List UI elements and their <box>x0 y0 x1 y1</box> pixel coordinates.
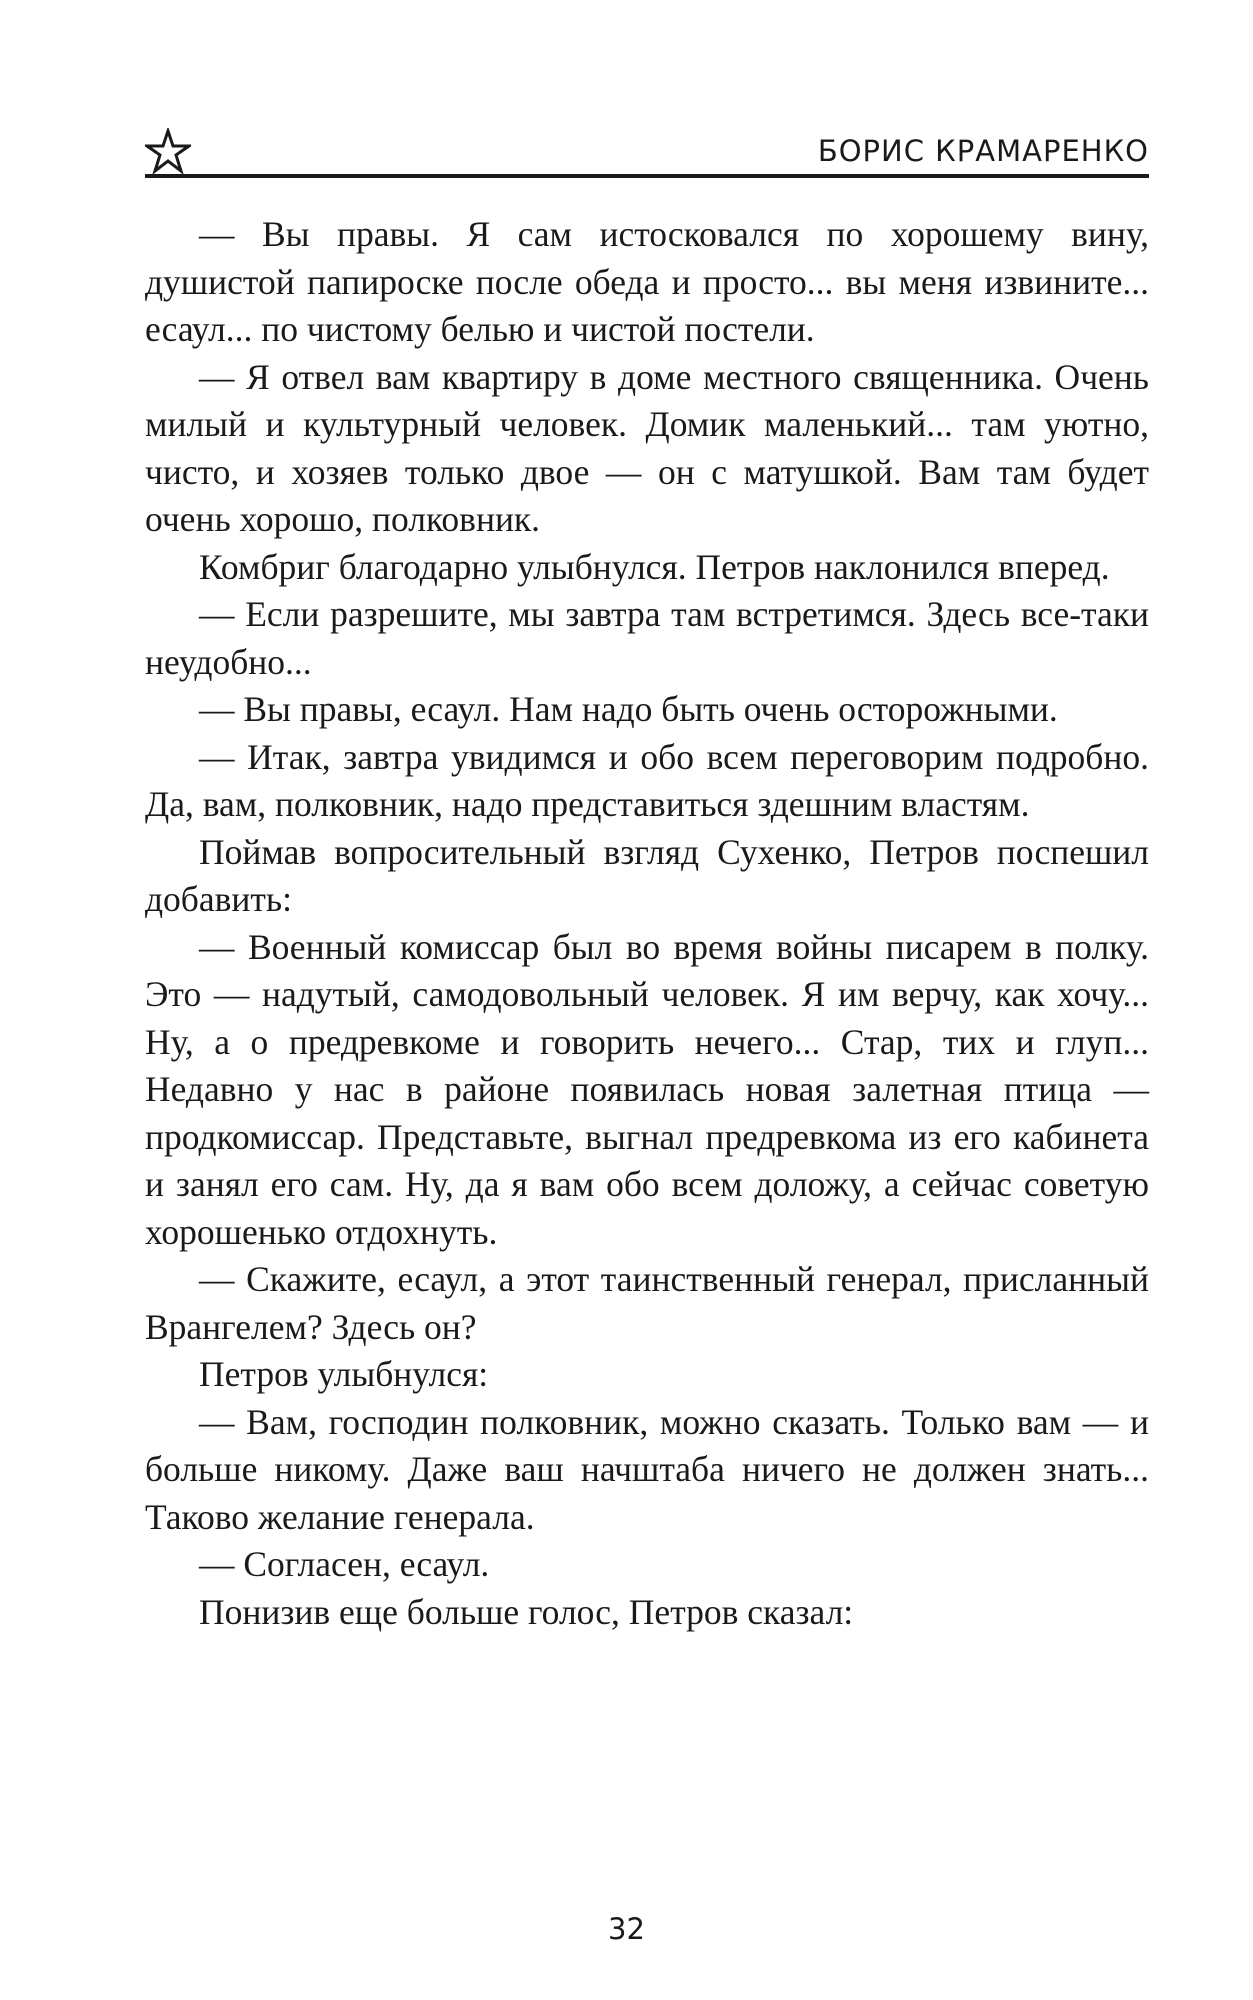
paragraph: Комбриг благодарно улыбнулся. Петров наклонился вперед. <box>199 546 1110 587</box>
paragraph: — Скажите, есаул, а этот таинственный генерал, присланный Врангелем? Здесь он? <box>145 1259 1149 1347</box>
paragraph: — Итак, завтра увидимся и обо всем переговорим подробно. Да, вам, полковник, надо представиться здешним властям. <box>145 736 1149 824</box>
paragraph: — Согласен, есаул. <box>199 1544 490 1584</box>
body-text <box>145 211 1149 1636</box>
paragraph: Петров улыбнулся: <box>199 1354 489 1394</box>
header-rule <box>145 174 1149 178</box>
paragraph: Поймав вопросительный взгляд Сухенко, Петров поспешил добавить: <box>145 831 1149 919</box>
paragraph: — Я отвел вам квартиру в доме местного священника. Очень милый и культурный человек. Домик маленький... там уютно, чисто, и хозяев только двое — он с матушкой. Вам там будет очень хорошо, полковник. <box>145 356 1149 539</box>
page-number: 32 <box>608 1912 645 1946</box>
paragraph: — Военный комиссар был во время войны писарем в полку. Это — надутый, самодовольный человек. Я им верчу, как хочу... Ну, а о предревкоме и говорить нечего... Стар, тих и глуп... Недавно у нас в районе появилась новая залетная птица — продкомиссар. Представьте, выгнал предревкома из его кабинета и занял его сам. Ну, да я вам обо всем доложу, а сейчас советую хорошенько отдохнуть. <box>145 926 1149 1252</box>
paragraph: Понизив еще больше голос, Петров сказал: <box>199 1591 854 1632</box>
paragraph: — Вы правы, есаул. Нам надо быть очень осторожными. <box>199 689 1058 729</box>
paragraph: — Вы правы. Я сам истосковался по хорошему вину, душистой папироске после обеда и просто... вы меня извините... есаул... по чистому белью и чистой постели. <box>145 214 1149 349</box>
paragraph: — Вам, господин полковник, можно сказать. Только вам — и больше никому. Даже ваш начштаба ничего не должен знать... Таково желание генерала. <box>145 1401 1149 1537</box>
running-header <box>145 128 1149 174</box>
star-outline-icon <box>145 128 191 174</box>
running-head-author: БОРИС КРАМАРЕНКО <box>817 134 1149 168</box>
paragraph: — Если разрешите, мы завтра там встретимся. Здесь все-таки неудобно... <box>145 594 1149 682</box>
